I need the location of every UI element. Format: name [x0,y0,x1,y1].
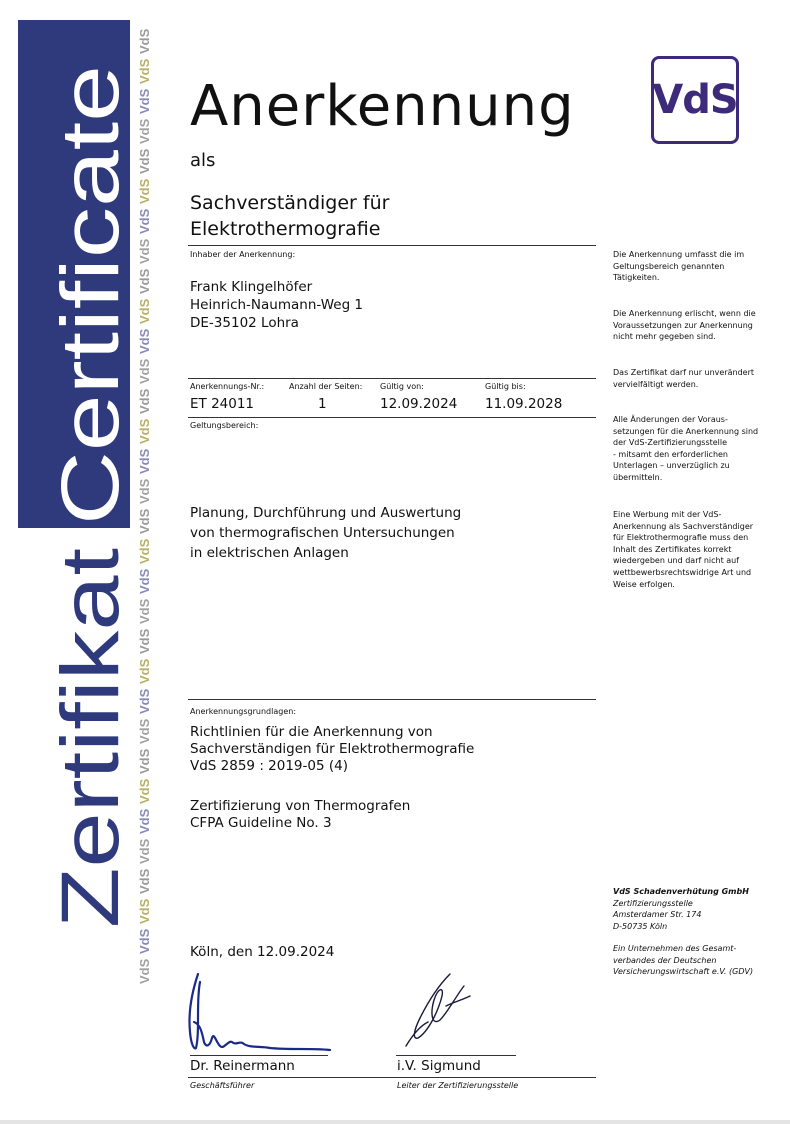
basis-spacer [190,775,550,798]
vds-watermark-text: VdS [137,178,152,204]
holder-name: Frank Klingelhöfer [190,279,313,295]
page-edge [0,1120,790,1124]
holder-block [190,278,363,332]
vds-watermark-text: VdS [137,238,152,264]
vds-watermark-text: VdS [137,448,152,474]
divider-footer [188,1077,596,1078]
divider-scope [188,417,596,418]
divider-basis [188,699,596,700]
issuer-note-2: verbandes der Deutschen [613,955,717,965]
vds-watermark-text: VdS [137,748,152,774]
subject-line-2: Elektrothermografie [190,218,381,240]
note-1-line: Tätigkeiten. [613,273,660,283]
vds-watermark-text: VdS [137,298,152,324]
side-title-certificate: Certificate [45,155,136,525]
vds-watermark-text: VdS [137,268,152,294]
vds-watermark-text: VdS [137,598,152,624]
issuer-company: VdS Schadenverhütung GmbH [613,887,749,896]
vds-watermark-text: VdS [137,778,152,804]
vds-watermark-text: VdS [137,718,152,744]
signature-right-image [398,966,488,1056]
holder-street: Heinrich-Naumann-Weg 1 [190,297,364,313]
note-2 [613,308,769,343]
valid-to-label: Gültig bis: [485,382,526,391]
vds-watermark-text: VdS [137,478,152,504]
note-4-line: Alle Änderungen der Voraus- [613,415,728,424]
basis-line-4: Zertifizierung von Thermografen [190,798,411,814]
note-1 [613,249,769,284]
note-4-line: setzungen für die Anerkennung sind [613,426,759,436]
scope-line-2: von thermografischen Untersuchungen [190,525,455,541]
note-2-line: nicht mehr gegeben sind. [613,332,716,342]
vds-watermark-text: VdS [137,388,152,414]
note-3-line: Das Zertifikat darf nur unverändert [613,368,755,377]
basis-label: Anerkennungsgrundlagen: [190,707,297,716]
vds-watermark-text: VdS [137,208,152,234]
certified-subject [190,190,590,242]
title-als: als [190,150,216,171]
note-5-line: Anerkennung als Sachverständiger [613,521,754,531]
note-5-line: Inhalt des Zertifikates korrekt [613,544,732,554]
valid-to-value: 11.09.2028 [485,396,563,412]
signer-left-role: Geschäftsführer [190,1081,255,1090]
vds-watermark-strip [134,20,154,984]
note-4-line: Unterlagen – unverzüglich zu [613,461,730,471]
scope-label: Geltungsbereich: [190,421,259,430]
vds-logo-text: VdS [652,77,738,123]
signature-left-image [180,962,340,1062]
issuer-note-1: Ein Unternehmen des Gesamt- [613,944,737,953]
basis-line-2: Sachverständigen für Elektrothermografie [190,741,475,757]
note-5-line: wettbewerbsrechtswidrige Art und [613,567,752,577]
note-4-line: - mitsamt den erforderlichen [613,449,729,459]
note-1-line: Geltungsbereich genannten [613,261,725,271]
note-5-line: Weise erfolgen. [613,579,675,589]
signer-right-role: Leiter der Zertifizierungsstelle [397,1081,519,1090]
signer-left-name: Dr. Reinermann [190,1058,295,1074]
note-4-line: der VdS-Zertifizierungsstelle [613,438,728,448]
vds-watermark-text: VdS [137,928,152,954]
pages-label: Anzahl der Seiten: [289,382,363,391]
note-1-line: Die Anerkennung umfasst die im [613,250,745,259]
divider-details [188,378,596,379]
note-5 [613,509,769,590]
pages-value: 1 [318,396,327,412]
holder-city: DE-35102 Lohra [190,315,299,331]
side-titles [18,20,136,930]
note-5-line: für Elektrothermografie muss den [613,533,749,543]
vds-watermark-text: VdS [137,58,152,84]
vds-watermark-text: VdS [137,958,152,984]
scope-block [190,503,490,563]
issuer-city: D-50735 Köln [613,921,668,931]
note-3 [613,367,769,390]
divider-holder [188,245,596,246]
vds-watermark-text: VdS [137,328,152,354]
note-2-line: Die Anerkennung erlischt, wenn die [613,309,756,318]
note-3-line: vervielfältigt werden. [613,379,699,389]
vds-watermark-text: VdS [137,658,152,684]
vds-watermark-text: VdS [137,808,152,834]
vds-watermark-text: VdS [137,358,152,384]
issuer-note-3: Versicherungswirtschaft e.V. (GDV) [613,967,754,976]
basis-line-3: VdS 2859 : 2019-05 (4) [190,758,348,774]
vds-watermark-text: VdS [137,868,152,894]
number-label: Anerkennungs-Nr.: [190,382,265,391]
note-5-line: Eine Werbung mit der VdS- [613,510,722,519]
vds-watermark-text: VdS [137,148,152,174]
vds-watermark-text: VdS [137,688,152,714]
scope-line-1: Planung, Durchführung und Auswertung [190,505,462,521]
signature-line-right [396,1055,516,1056]
side-title-zertifikat: Zertifikat [45,613,136,928]
number-value: ET 24011 [190,396,255,412]
vds-watermark-text: VdS [137,118,152,144]
vds-watermark-text: VdS [137,418,152,444]
note-2-line: Voraussetzungen zur Anerkennung [613,320,753,330]
place-date: Köln, den 12.09.2024 [190,944,335,960]
scope-line-3: in elektrischen Anlagen [190,545,349,561]
vds-watermark-text: VdS [137,508,152,534]
issuer-block [613,886,783,978]
vds-watermark-text: VdS [137,838,152,864]
signer-right-name: i.V. Sigmund [397,1058,481,1074]
valid-from-value: 12.09.2024 [380,396,458,412]
holder-label: Inhaber der Anerkennung: [190,250,296,259]
vds-watermark-text: VdS [137,88,152,114]
vds-watermark-text: VdS [137,628,152,654]
basis-block [190,724,550,832]
note-4-line: übermitteln. [613,472,663,482]
vds-logo [651,56,739,144]
vds-watermark-text: VdS [137,538,152,564]
vds-watermark-text: VdS [137,28,152,54]
issuer-dept: Zertifizierungsstelle [613,898,693,908]
issuer-spacer [613,932,783,943]
basis-line-1: Richtlinien für die Anerkennung von [190,724,433,740]
issuer-street: Amsterdamer Str. 174 [613,910,702,919]
vds-watermark-text: VdS [137,898,152,924]
vds-watermark-text: VdS [137,568,152,594]
note-5-line: wiedergeben und darf nicht auf [613,556,740,566]
valid-from-label: Gültig von: [380,382,424,391]
basis-line-5: CFPA Guideline No. 3 [190,815,332,831]
signature-line-left [190,1055,328,1056]
note-4 [613,414,769,484]
subject-line-1: Sachverständiger für [190,192,390,214]
page-title: Anerkennung [190,74,575,139]
